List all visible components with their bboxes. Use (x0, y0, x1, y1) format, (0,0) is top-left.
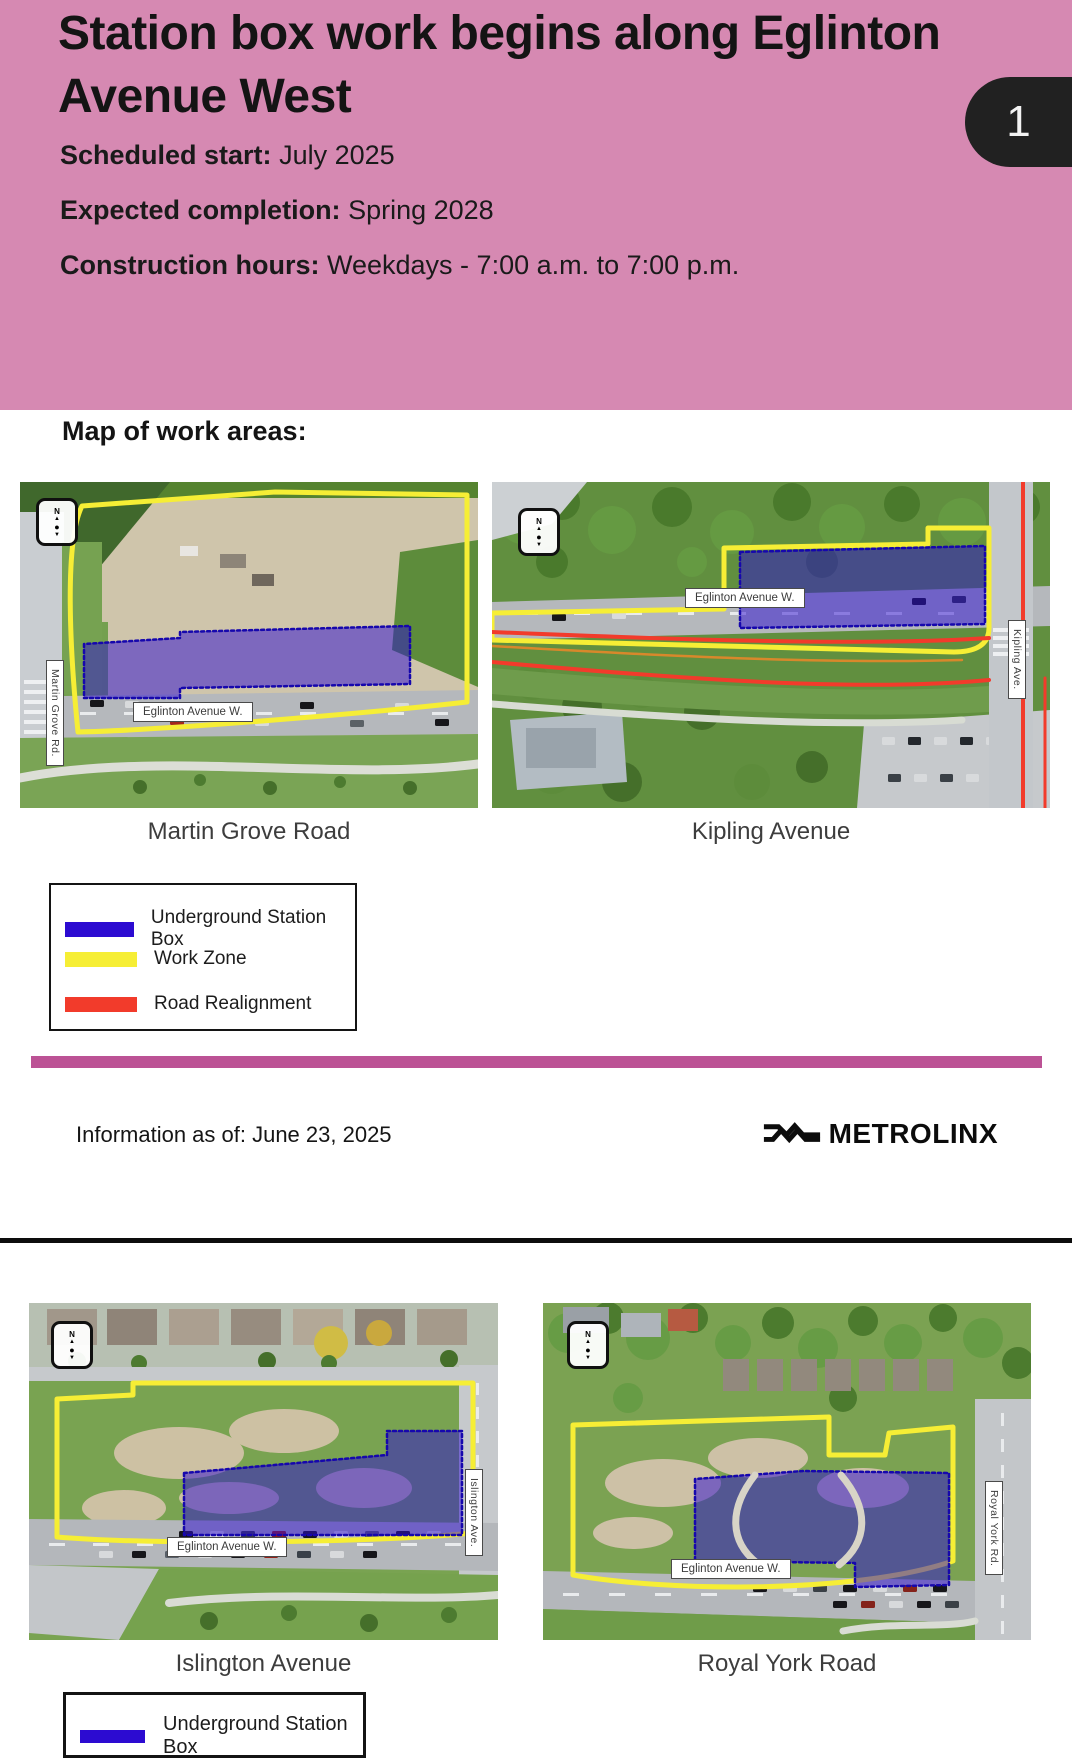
map-caption: Kipling Avenue (691, 818, 851, 845)
detail-expected-completion: Expected completion: Spring 2028 (60, 195, 494, 225)
map-royal-york (543, 1303, 1031, 1640)
notice-details (60, 138, 739, 303)
north-compass-icon: N ▲ ● ▼ (518, 508, 560, 556)
aerial-map-image (543, 1303, 1031, 1640)
work-zone-swatch (65, 952, 137, 967)
map-caption: Islington Avenue (175, 1650, 352, 1677)
road-realignment-swatch (65, 997, 137, 1012)
metrolinx-wordmark: METROLINX (828, 1118, 998, 1149)
metrolinx-logo-icon (763, 1119, 821, 1149)
page-number: 1 (1006, 97, 1031, 146)
section-heading: Map of work areas: (62, 416, 307, 446)
map-kipling (492, 482, 1050, 808)
map-caption: Martin Grove Road (147, 818, 351, 845)
station-box-swatch (80, 1730, 145, 1743)
notice-header (0, 0, 1072, 410)
cross-street-label: Kipling Ave. (1008, 620, 1026, 699)
page-separator (0, 1238, 1072, 1243)
street-label: Eglinton Avenue W. (685, 588, 805, 608)
street-label: Eglinton Avenue W. (671, 1559, 791, 1579)
title-line-2: Avenue West (58, 70, 352, 123)
aerial-map-image (29, 1303, 498, 1640)
map-martin-grove (20, 482, 478, 808)
station-box-swatch (65, 922, 134, 937)
aerial-map-image (20, 482, 478, 808)
page-number-badge (965, 77, 1072, 167)
information-date: Information as of: June 23, 2025 (76, 1122, 392, 1147)
street-label: Eglinton Avenue W. (167, 1537, 287, 1557)
accent-divider (31, 1056, 1042, 1068)
detail-scheduled-start: Scheduled start: July 2025 (60, 140, 395, 170)
north-compass-icon: N ▲ ● ▼ (36, 498, 78, 546)
legend-item-road-realignment: Road Realignment (65, 993, 311, 1015)
page-title (58, 2, 978, 128)
cross-street-label: Martin Grove Rd. (46, 660, 64, 766)
map-islington (29, 1303, 498, 1640)
north-compass-icon: N ▲ ● ▼ (51, 1321, 93, 1369)
cross-street-label: Islington Ave. (465, 1469, 483, 1556)
cross-street-label: Royal York Rd. (985, 1481, 1003, 1575)
aerial-map-image (492, 482, 1050, 808)
north-compass-icon: N ▲ ● ▼ (567, 1321, 609, 1369)
metrolinx-logo (763, 1118, 998, 1150)
map-legend-page2 (63, 1692, 366, 1758)
map-caption: Royal York Road (697, 1650, 877, 1677)
street-label: Eglinton Avenue W. (133, 702, 253, 722)
legend-item-work-zone: Work Zone (65, 948, 247, 970)
detail-construction-hours: Construction hours: Weekdays - 7:00 a.m. to 7:00 p.m. (60, 250, 740, 280)
legend-item-station-box: Underground Station Box (80, 1713, 363, 1759)
map-legend (49, 883, 357, 1031)
legend-item-station-box: Underground Station Box (65, 907, 355, 951)
title-line-1: Station box work begins along Eglinton (58, 7, 941, 60)
